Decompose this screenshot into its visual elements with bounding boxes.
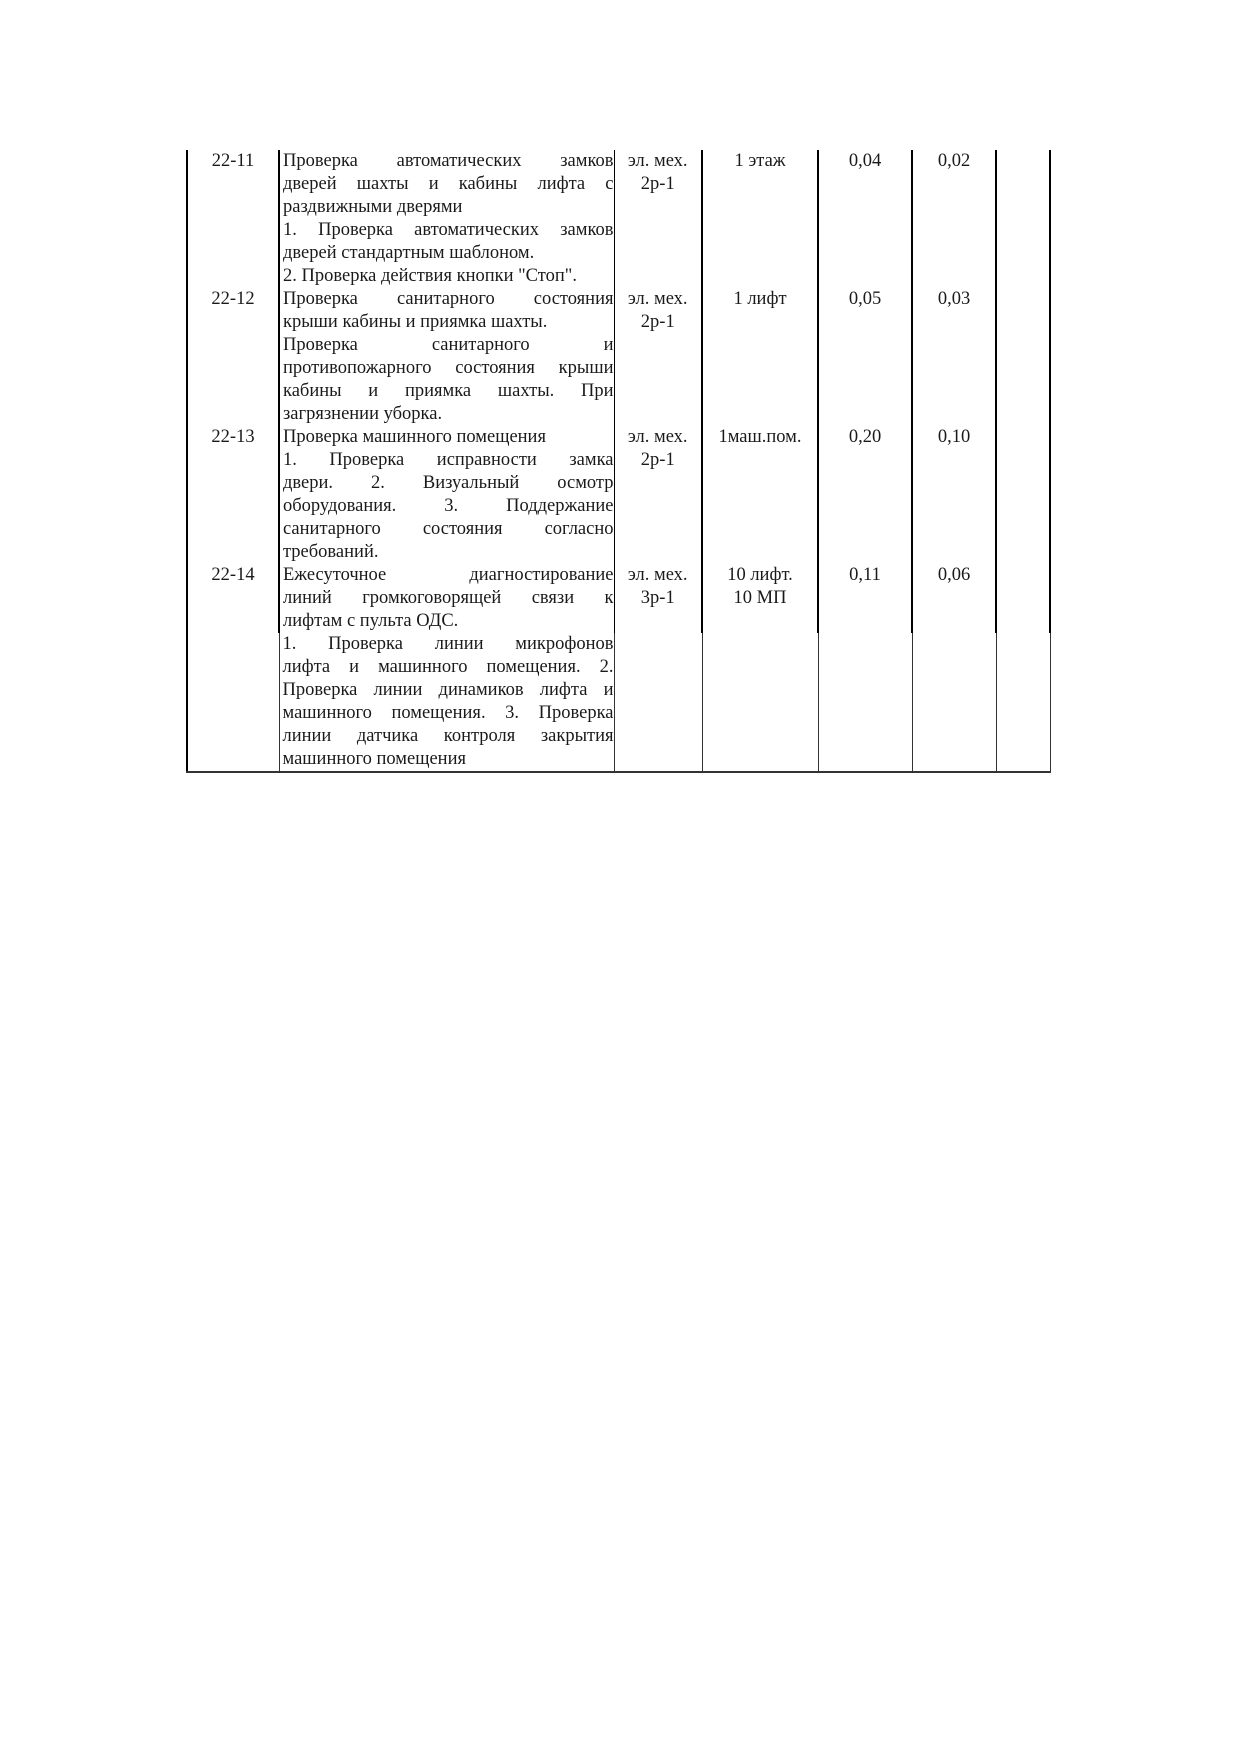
executor-line: 2р-1 [640,174,675,194]
row-extra [996,288,1050,426]
row-title-line: Проверка санитарного состояния [283,289,614,309]
table-row [187,426,1050,564]
row-unit [702,288,818,426]
row-norm-2-empty [912,633,996,772]
executor-line: эл. мех. [627,151,688,171]
row-detail-line: дверей стандартным шаблоном. [283,243,535,263]
row-code: 22-13 [187,426,279,564]
row-detail-line: 2. Проверка действия кнопки "Стоп". [283,266,577,286]
row-norm-1: 0,11 [818,564,912,633]
row-detail-line: кабины и приямка шахты. При [283,381,614,401]
row-code: 22-14 [187,564,279,633]
row-norm-2: 0,03 [912,288,996,426]
row-norm-2: 0,06 [912,564,996,633]
row-detail-line: двери. 2. Визуальный осмотр [283,473,614,493]
row-detail-line: 1. Проверка линии микрофонов [282,634,614,654]
unit-line: 10 лифт. [727,565,793,585]
row-executor [614,150,702,288]
row-detail-line: 1. Проверка исправности замка [283,450,614,470]
unit-line: 1 лифт [733,289,787,309]
row-title-line: линий громкоговорящей связи к [283,588,614,608]
row-code-empty [187,633,279,772]
row-title-line: Ежесуточное диагностирование [283,565,614,585]
executor-line: 3р-1 [640,588,675,608]
row-unit [702,426,818,564]
row-detail-line: 1. Проверка автоматических замков [283,220,614,240]
row-title-line: дверей шахты и кабины лифта с [283,174,614,194]
row-norm-1: 0,05 [818,288,912,426]
row-unit-empty [702,633,818,772]
row-description [279,564,614,633]
row-title-line: Проверка машинного помещения [283,427,546,447]
row-extra [996,150,1050,288]
table-row [187,564,1050,633]
row-title-line: крыши кабины и приямка шахты. [283,312,548,332]
row-title-line: Проверка автоматических замков [283,151,614,171]
row-extra [996,426,1050,564]
row-detail-line: лифта и машинного помещения. 2. [282,657,614,677]
row-detail-line: линии датчика контроля закрытия [282,726,614,746]
unit-line: 1 этаж [734,151,786,171]
row-extra-empty [996,633,1050,772]
row-norm-2: 0,10 [912,426,996,564]
row-detail-line: оборудования. 3. Поддержание [283,496,614,516]
unit-line: 10 МП [733,588,787,608]
row-unit [702,150,818,288]
executor-line: 2р-1 [640,312,675,332]
row-norm-1: 0,04 [818,150,912,288]
unit-line: 1маш.пом. [718,427,802,447]
row-executor [614,288,702,426]
row-description [279,150,614,288]
labor-norms-table [186,150,1051,773]
row-code: 22-12 [187,288,279,426]
row-detail-line: загрязнении уборка. [283,404,443,424]
executor-line: эл. мех. [627,289,688,309]
row-detail-line: Проверка линии динамиков лифта и [282,680,614,700]
executor-line: 2р-1 [640,450,675,470]
row-detail-line: Проверка санитарного и [283,335,614,355]
executor-line: эл. мех. [627,565,688,585]
row-detail-line: машинного помещения. 3. Проверка [282,703,614,723]
table-row [187,288,1050,426]
row-norm-1-empty [818,633,912,772]
row-detail-line: машинного помещения [282,749,466,769]
row-executor [614,564,702,633]
row-detail-line: требований. [283,542,379,562]
row-unit [702,564,818,633]
row-code: 22-11 [187,150,279,288]
executor-line: эл. мех. [627,427,688,447]
row-executor [614,426,702,564]
row-detail-line: противопожарного состояния крыши [283,358,614,378]
row-norm-2: 0,02 [912,150,996,288]
row-description [279,426,614,564]
table-row-continuation [187,633,1050,772]
row-title-line: раздвижными дверями [283,197,463,217]
row-detail-line: санитарного состояния согласно [283,519,614,539]
table-row [187,150,1050,288]
row-title-line: лифтам с пульта ОДС. [283,611,459,631]
row-details [279,633,614,772]
row-norm-1: 0,20 [818,426,912,564]
row-executor-empty [614,633,702,772]
row-description [279,288,614,426]
row-extra [996,564,1050,633]
